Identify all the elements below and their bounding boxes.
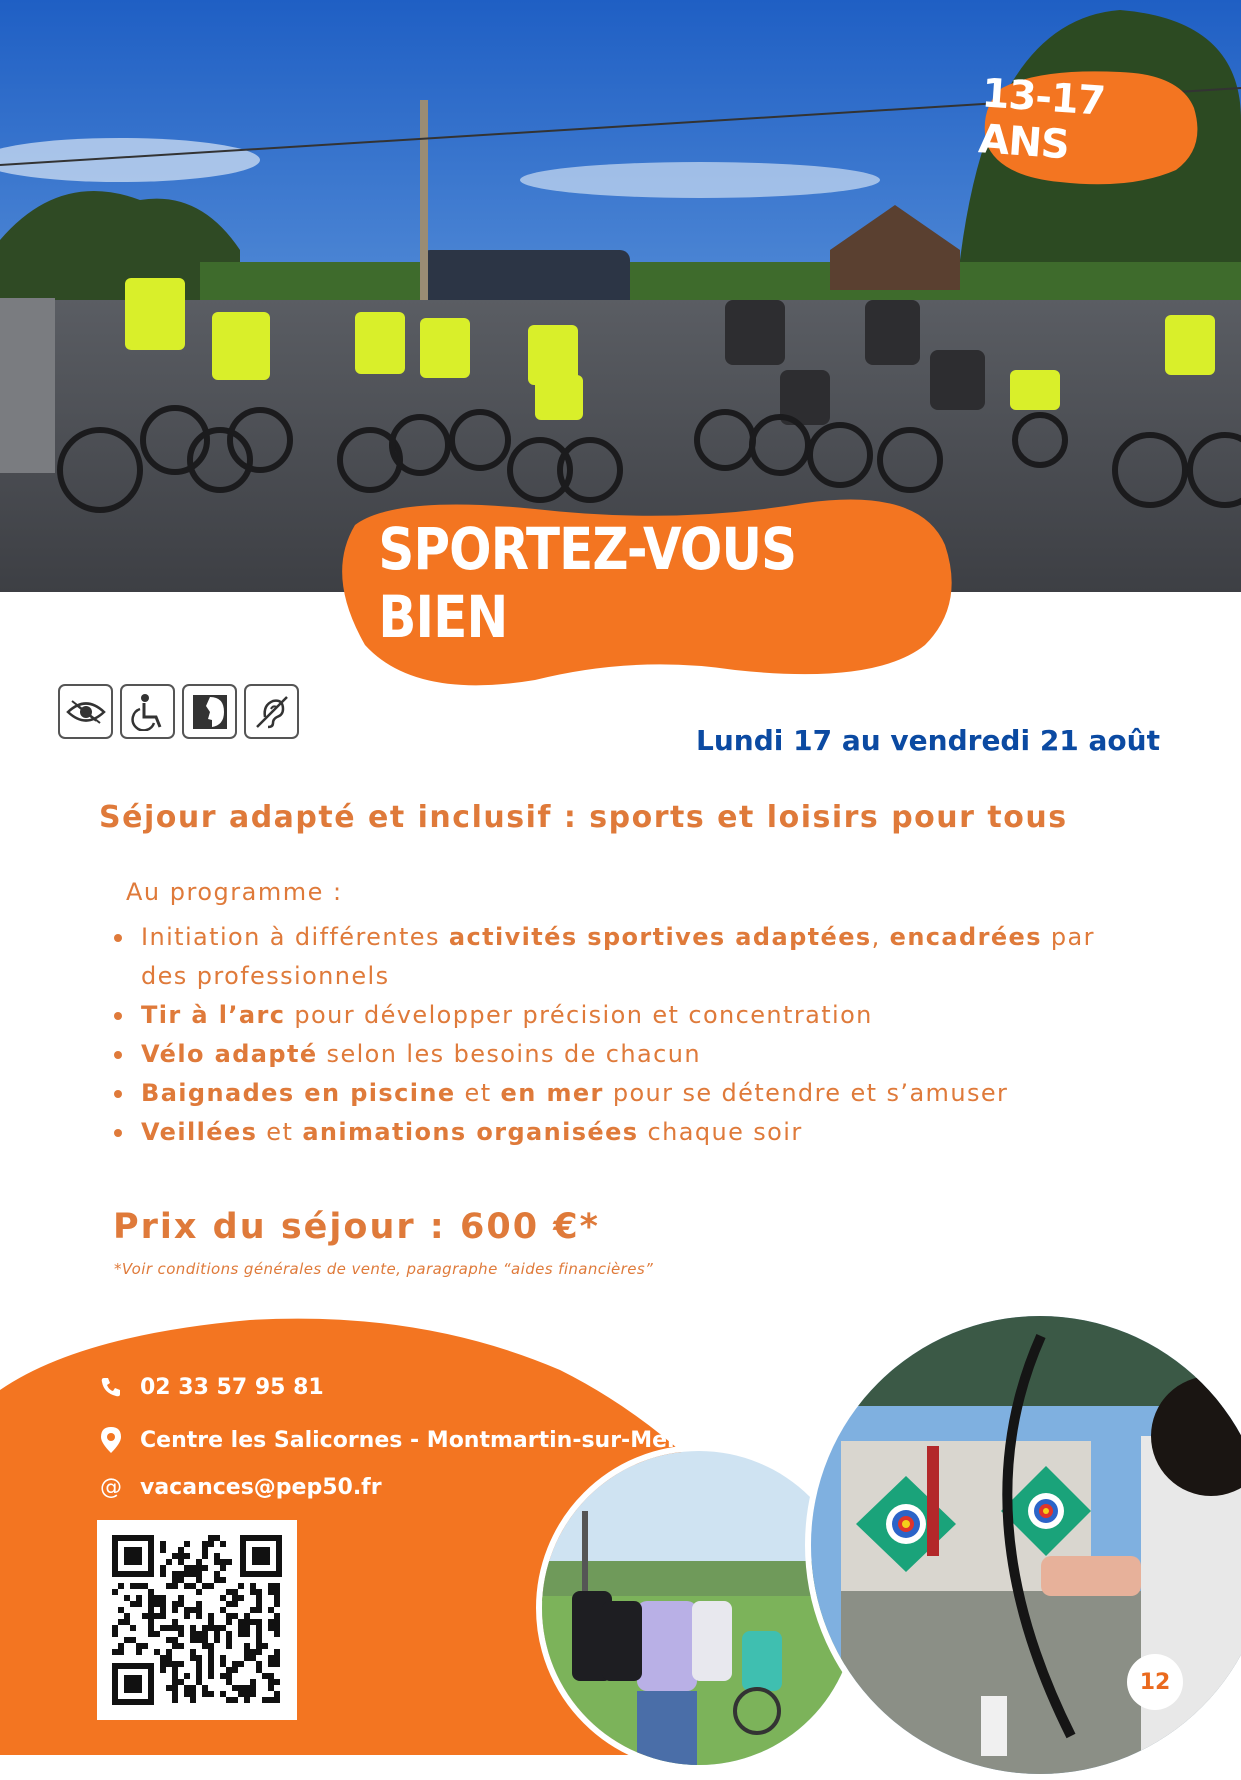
qr-code[interactable]: [97, 1520, 297, 1720]
address-row: [96, 1425, 678, 1455]
location-pin-icon: [96, 1425, 126, 1455]
accessibility-icons: [58, 684, 299, 739]
page-number: 12: [1127, 1654, 1183, 1710]
price-label: Prix du séjour : 600 €*: [113, 1207, 600, 1247]
at-icon: @: [100, 1474, 122, 1500]
email-link[interactable]: vacances@pep50.fr: [140, 1474, 382, 1500]
phone-row: [96, 1372, 324, 1402]
program-intro: Au programme :: [126, 878, 343, 906]
age-badge: [977, 68, 1202, 188]
phone-number[interactable]: 02 33 57 95 81: [140, 1374, 324, 1400]
hearing-impairment-icon: [244, 684, 299, 739]
page-title: SPORTEZ-VOUS BIEN: [378, 514, 797, 651]
visual-impairment-icon: [58, 684, 113, 739]
price-note: *Voir conditions générales de vente, paragraphe “aides financières”: [114, 1260, 654, 1278]
stay-dates: Lundi 17 au vendredi 21 août: [696, 724, 1160, 757]
title-banner: [335, 495, 955, 690]
program-list: [110, 918, 1150, 1152]
list-item: Baignades en piscine et en mer pour se détendre et s’amuser: [110, 1074, 1150, 1113]
address-text: Centre les Salicornes - Montmartin-sur-Mer: [140, 1427, 678, 1453]
age-range-label: 13-17 ANS: [977, 70, 1107, 169]
phone-icon: [96, 1372, 126, 1402]
list-item: Veillées et animations organisées chaque soir: [110, 1113, 1150, 1152]
list-item: Vélo adapté selon les besoins de chacun: [110, 1035, 1150, 1074]
stay-subtitle: Séjour adapté et inclusif : sports et loisirs pour tous: [99, 800, 1068, 835]
list-item: Tir à l’arc pour développer précision et concentration: [110, 996, 1150, 1035]
email-row: [96, 1472, 382, 1502]
wheelchair-icon: [120, 684, 175, 739]
list-item: Initiation à différentes activités sportives adaptées, encadrées par des professionnels: [110, 918, 1150, 996]
mental-disability-icon: [182, 684, 237, 739]
